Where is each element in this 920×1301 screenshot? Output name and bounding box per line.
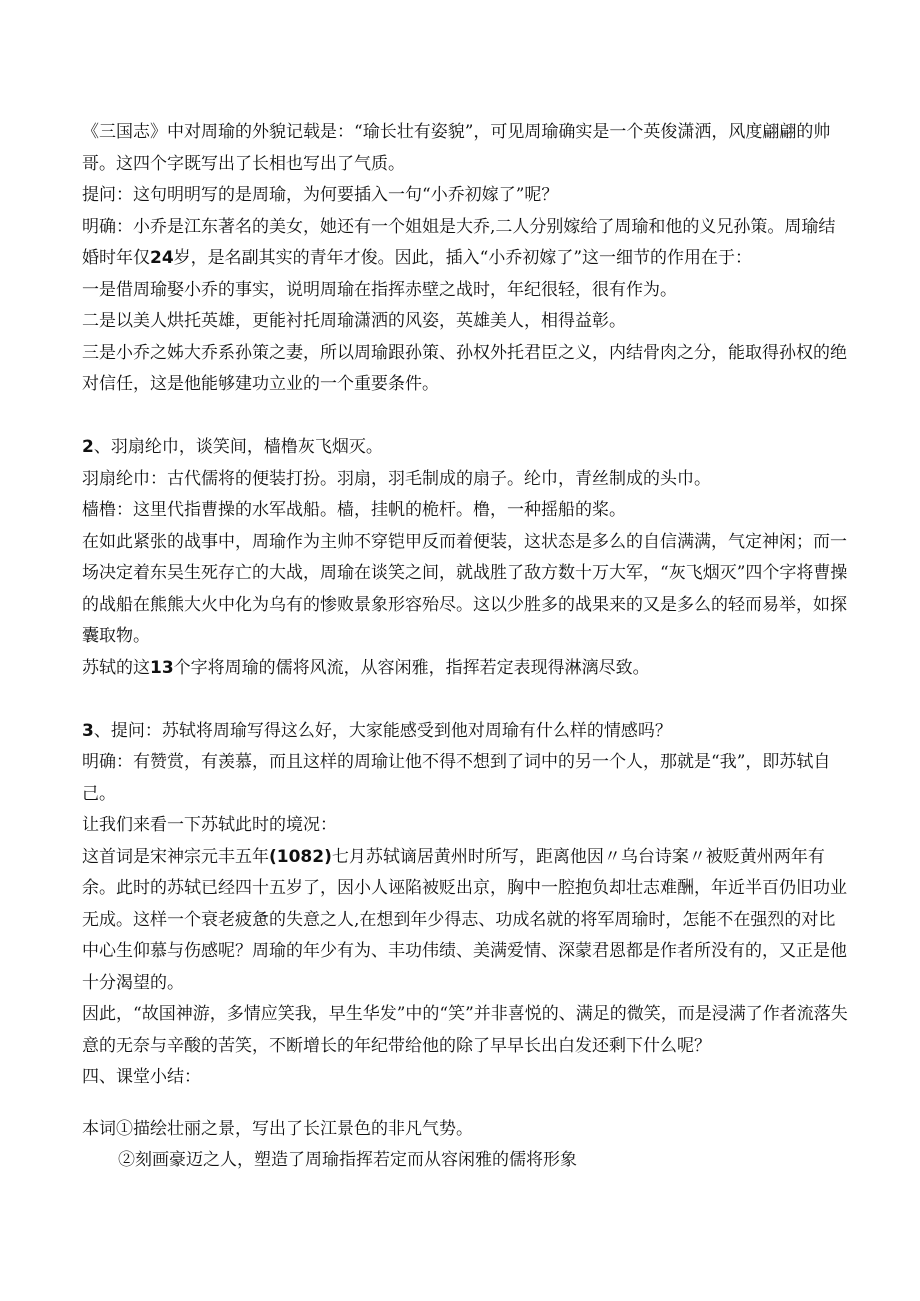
paragraph-yushan-lunjin: 羽扇纶巾：古代儒将的便装打扮。羽扇，羽毛制成的扇子。纶巾，青丝制成的头巾。 bbox=[82, 468, 711, 489]
paragraph-point-one: 一是借周瑜娶小乔的事实，说明周瑜在指挥赤壁之战时，年纪很轻，很有作为。 bbox=[82, 279, 677, 300]
thirteen-number: 13 bbox=[150, 657, 174, 678]
paragraph-qianglu: 樯橹：这里代指曹操的水军战船。樯，挂帆的桅杆。橹，一种摇船的桨。 bbox=[82, 500, 626, 520]
paragraph-point-three: 三是小乔之姊大乔系孙策之妻，所以周瑜跟孙策、孙权外托君臣之义，内结骨肉之分，能取得孙权的绝对信任，这是他能够建功立业的一个重要条件。 bbox=[82, 342, 847, 394]
thirteen-text-start: 苏轼的这 bbox=[82, 657, 150, 678]
section-2-heading bbox=[82, 432, 852, 464]
thirteen-text-end: 个字将周瑜的儒将风流，从容闲雅，指挥若定表现得淋漓尽致。 bbox=[173, 657, 650, 678]
section-2-number: 2 bbox=[82, 437, 94, 457]
section-4-heading: 四、课堂小结： bbox=[82, 1067, 201, 1087]
paragraph-battle-analysis: 在如此紧张的战事中，周瑜作为主帅不穿铠甲反而着便装，这状态是多么的自信满满，气定神闲；而一场决定着东吴生死存亡的大战，周瑜在谈笑之间，就战胜了敌方数十万大军，“灰飞烟灭”四个字将曹操的战船在熊熊大火中化为乌有的惨败景象形容殆尽。这以少胜多的战果来的又是多么的轻而易举，如探囊取物。 bbox=[82, 531, 848, 646]
section-2-text: 、羽扇纶巾，谈笑间，樯橹灰飞烟灭。 bbox=[93, 437, 383, 457]
paragraph-question-xiaoqiao: 提问：这句明明写的是周瑜，为何要插入一句“小乔初嫁了”呢？ bbox=[82, 185, 559, 205]
paragraph-appearance-record: 《三国志》中对周瑜的外貌记载是：“瑜长壮有姿貌”，可见周瑜确实是一个英俊潇洒，风度翩翩的帅哥。这四个字既写出了长相也写出了气质。 bbox=[82, 122, 831, 174]
paragraph-point-two: 二是以美人烘托英雄，更能衬托周瑜潇洒的风姿，英雄美人，相得益彰。 bbox=[82, 311, 626, 331]
answer-text-start: 明确：小乔是江东著名的美女，她还有一个姐姐是大乔,二人分别嫁给了周瑜和他的义兄孙策。周瑜结婚时年仅 bbox=[82, 216, 836, 268]
paragraph-answer-emotion: 明确：有赞赏，有羡慕，而且这样的周瑜让他不得不想到了词中的另一个人，那就是“我”，即苏轼自己。 bbox=[82, 752, 831, 804]
summary-point-two: ②刻画豪迈之人，塑造了周瑜指挥若定而从容闲雅的儒将形象 bbox=[118, 1150, 577, 1170]
background-text-end: 七月苏轼谪居黄州时所写，距离他因〃乌台诗案〃被贬黄州两年有余。此时的苏轼已经四十五岁了，因小人诬陷被贬出京，胸中一腔抱负却壮志难酬，年近半百仍旧功业无成。这样一个衰老疲惫的失意之人,在想到年少得志、功成名就的将军周瑜时，怎能不在强烈的对比中心生仰慕与伤感呢？周瑜的年少有为、丰功伟绩、美满爱情、深蒙君恩都是作者所没有的，又正是他十分渴望的。 bbox=[82, 846, 847, 993]
document-body bbox=[82, 117, 852, 1177]
spacer bbox=[82, 684, 852, 716]
paragraph-answer-xiaoqiao bbox=[82, 212, 852, 275]
answer-text-end: 岁，是名副其实的青年才俊。因此，插入“小乔初嫁了”这一细节的作用在于： bbox=[173, 248, 753, 268]
spacer bbox=[82, 401, 852, 433]
section-3-heading bbox=[82, 716, 852, 748]
year-number: (1082) bbox=[269, 846, 332, 867]
paragraph-background bbox=[82, 842, 852, 1000]
spacer bbox=[82, 1094, 852, 1114]
summary-point-one: 本词①描绘壮丽之景，写出了长江景色的非凡气势。 bbox=[82, 1118, 473, 1139]
section-3-number: 3 bbox=[82, 720, 94, 741]
paragraph-thirteen-chars bbox=[82, 653, 852, 685]
paragraph-laugh-analysis: 因此，“故国神游，多情应笑我，早生华发”中的“笑”并非喜悦的、满足的微笑，而是浸满了作者流落失意的无奈与辛酸的苦笑，不断增长的年纪带给他的除了早早长出白发还剩下什么呢？ bbox=[82, 1004, 848, 1056]
background-text-start: 这首词是宋神宗元丰五年 bbox=[82, 846, 269, 867]
paragraph-situation-intro: 让我们来看一下苏轼此时的境况： bbox=[82, 815, 337, 835]
section-3-text: 、提问：苏轼将周瑜写得这么好，大家能感受到他对周瑜有什么样的情感吗？ bbox=[93, 720, 672, 741]
age-number: 24 bbox=[150, 248, 174, 268]
